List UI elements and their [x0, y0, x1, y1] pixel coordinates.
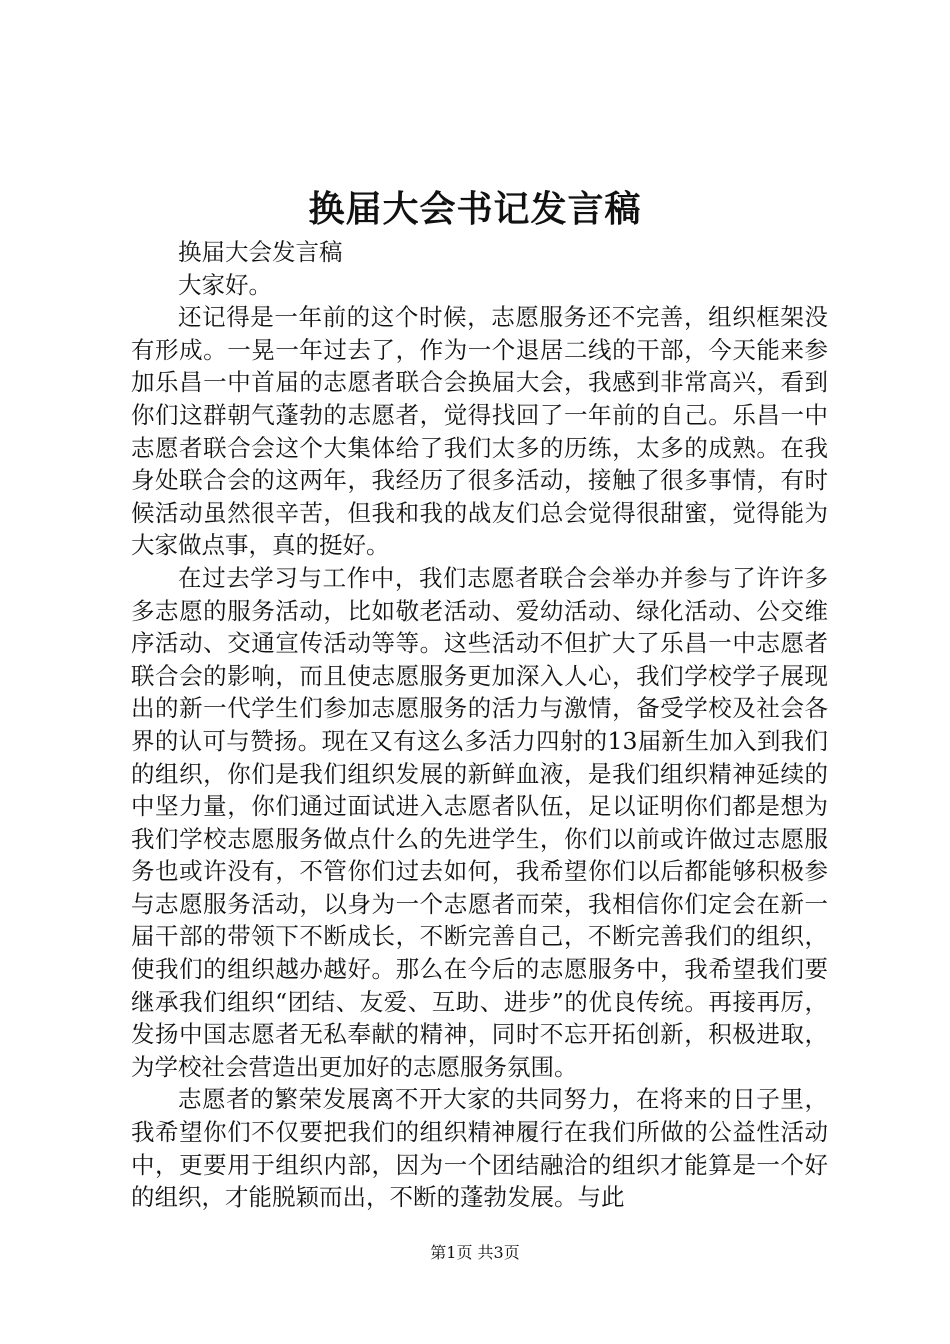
paragraph-body-3: 志愿者的繁荣发展离不开大家的共同努力，在将来的日子里，我希望你们不仅要把我们的组织精神履行在我们所做的公益性活动中，更要用于组织内部，因为一个团结融洽的组织才能算是一个好的组织，才能脱颖而出，不断的蓬勃发展。与此 — [131, 1085, 828, 1212]
document-body — [131, 236, 828, 1214]
paragraph-body-1: 还记得是一年前的这个时候，志愿服务还不完善，组织框架没有形成。一晃一年过去了，作为一个退居二线的干部，今天能来参加乐昌一中首届的志愿者联合会换届大会，我感到非常高兴，看到你们这群朝气蓬勃的志愿者，觉得找回了一年前的自己。乐昌一中志愿者联合会这个大集体给了我们太多的历练，太多的成熟。在我身处联合会的这两年，我经历了很多活动，接触了很多事情，有时候活动虽然很辛苦，但我和我的战友们总会觉得很甜蜜，觉得能为大家做点事，真的挺好。 — [131, 303, 828, 560]
paragraph-greeting: 大家好。 — [178, 270, 272, 299]
page-footer: 第1页 共3页 — [430, 1243, 520, 1262]
paragraph-body-2: 在过去学习与工作中，我们志愿者联合会举办并参与了许许多多志愿的服务活动，比如敬老活动、爱幼活动、绿化活动、公交维序活动、交通宣传活动等等。这些活动不但扩大了乐昌一中志愿者联合会的影响，而且使志愿服务更加深入人心，我们学校学子展现出的新一代学生们参加志愿服务的活力与激情，备受学校及社会各界的认可与赞扬。现在又有这么多活力四射的13届新生加入到我们的组织，你们是我们组织发展的新鲜血液，是我们组织精神延续的中坚力量，你们通过面试进入志愿者队伍，足以证明你们都是想为我们学校志愿服务做点什么的先进学生，你们以前或许做过志愿服务也或许没有，不管你们过去如何，我希望你们以后都能够积极参与志愿服务活动，以身为一个志愿者而荣，我相信你们定会在新一届干部的带领下不断成长，不断完善自己，不断完善我们的组织，使我们的组织越办越好。那么在今后的志愿服务中，我希望我们要继承我们组织“团结、友爱、互助、进步”的优良传统。再接再厉，发扬中国志愿者无私奉献的精神，同时不忘开拓创新，积极进取，为学校社会营造出更加好的志愿服务氛围。 — [131, 563, 828, 1081]
paragraph-subtitle: 换届大会发言稿 — [178, 238, 343, 266]
document-title: 换届大会书记发言稿 — [308, 188, 642, 230]
